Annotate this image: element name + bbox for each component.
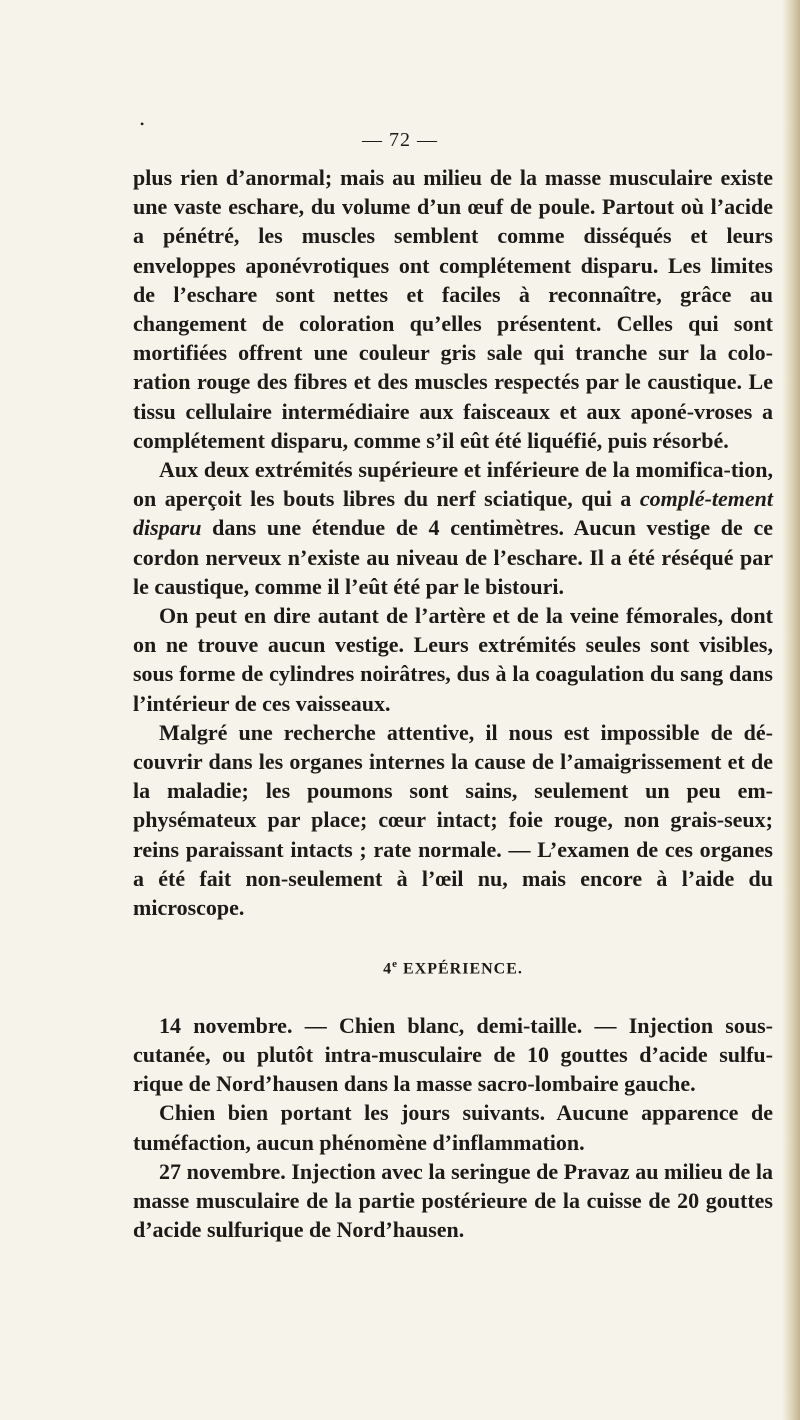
experience-superscript: e [392,958,398,971]
experience-number: 4 [383,960,393,978]
paragraph-following-days: Chien bien portant les jours suivants. Aucune apparence de tuméfaction, aucun phénomène d’inflammation. [133,1100,773,1155]
paragraph-sciatic-nerve-start: Aux deux extrémités supérieure et inférieure de la momifica-tion, on aperçoit les bouts libres du nerf sciatique, qui a [133,457,773,512]
page-number: — 72 — [362,129,438,151]
paragraph-eschare-description: plus rien d’anormal; mais au milieu de la masse musculaire existe une vaste eschare, du volume d’un œuf de poule. Partout où l’acide a pénétré, les muscles semblent comme disséqués et leurs enveloppes aponévrotiques ont complétement disparu. Les limites de l’eschare sont nettes et faciles à reconnaître, grâce au changement de coloration qu’elles présentent. Celles qui sont mortifiées offrent une couleur gris sale qui tranche sur la colo-ration rouge des fibres et des muscles respectés par le caustique. Le tissu cellulaire intermédiaire aux faisceaux et aux aponé-vroses a complétement disparu, comme s’il eût été liquéfié, puis résorbé. [133,165,773,453]
paragraph-femoral-vessels: On peut en dire autant de l’artère et de la veine fémorales, dont on ne trouve aucun vestige. Leurs extrémités seules sont visibles, sous forme de cylindres noirâtres, dus à la coagulation du sang dans l’intérieur de ces vaisseaux. [133,603,773,716]
italic-emphasis: complé-tement disparu [133,486,773,541]
paragraph-november-27: 27 novembre. Injection avec la seringue de Pravaz au milieu de la masse musculaire de la partie postérieure de la cuisse de 20 gouttes d’acide sulfurique de Nord’hausen. [133,1158,773,1243]
paragraph-november-14: 14 novembre. — Chien blanc, demi-taille. — Injection sous-cutanée, ou plutôt intra-musculaire de 10 gouttes d’acide sulfu-rique de Nord’hausen dans la masse sacro-lombaire gauche. [133,1012,773,1097]
paragraph-internal-organs: Malgré une recherche attentive, il nous est impossible de dé-couvrir dans les organes internes la cause de l’amaigrissement et de la maladie; les poumons sont sains, seulement un peu em-physémateux par place; cœur intact; foie rouge, non grais-seux; reins paraissant intacts ; rate normale. — L’examen de ces organes a été fait non-seulement à l’œil nu, mais encore à l’aide du microscope. [133,719,773,921]
page-edge-shadow [782,0,800,1420]
section-heading-experience [133,950,773,984]
page-dot-mark: • [140,117,145,131]
paragraph-sciatic-nerve [133,455,773,601]
experience-title: EXPÉRIENCE. [402,960,523,978]
body-text [133,163,773,1244]
paragraph-sciatic-nerve-end: dans une étendue de 4 centimètres. Aucun vestige de ce cordon nerveux n’existe au niveau de l’eschare. Il a été réséqué par le caustique, comme il l’eût été par le bistouri. [133,515,773,599]
